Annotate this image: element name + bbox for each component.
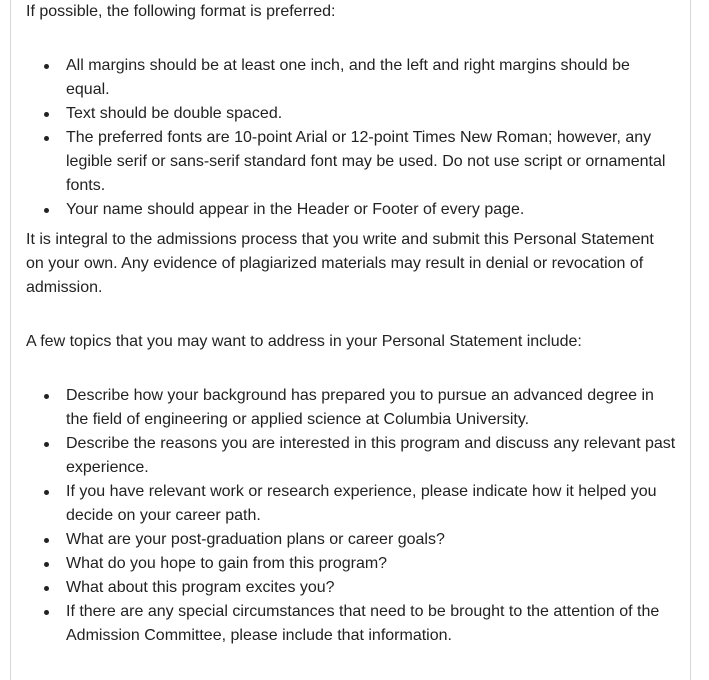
topics-intro: A few topics that you may want to address in your Personal Statement include: [26, 333, 582, 350]
list-item: All margins should be at least one inch, and the left and right margins should be equal. [66, 54, 676, 102]
list-item: What about this program excites you? [66, 576, 676, 600]
list-item: If there are any special circumstances that need to be brought to the attention of the Admission Committee, please include that information. [66, 600, 676, 648]
format-list [26, 54, 676, 222]
list-item: What do you hope to gain from this program? [66, 552, 676, 576]
list-item: What are your post-graduation plans or career goals? [66, 528, 676, 552]
integrity-paragraph: It is integral to the admissions process that you write and submit this Personal Statement on your own. Any evidence of plagiarized materials may result in denial or revocation of admission. [26, 231, 654, 296]
list-item: Text should be double spaced. [66, 102, 676, 126]
list-item: Your name should appear in the Header or Footer of every page. [66, 198, 676, 222]
list-item: If you have relevant work or research experience, please indicate how it helped you decide on your career path. [66, 480, 676, 528]
list-item: The preferred fonts are 10-point Arial or 12-point Times New Roman; however, any legible serif or sans-serif standard font may be used. Do not use script or ornamental fonts. [66, 126, 676, 198]
topics-list [26, 384, 676, 648]
format-intro: If possible, the following format is preferred: [26, 3, 336, 20]
list-item: Describe how your background has prepared you to pursue an advanced degree in the field of engineering or applied science at Columbia University. [66, 384, 676, 432]
personal-statement-instructions [26, 0, 676, 648]
list-item: Describe the reasons you are interested in this program and discuss any relevant past experience. [66, 432, 676, 480]
